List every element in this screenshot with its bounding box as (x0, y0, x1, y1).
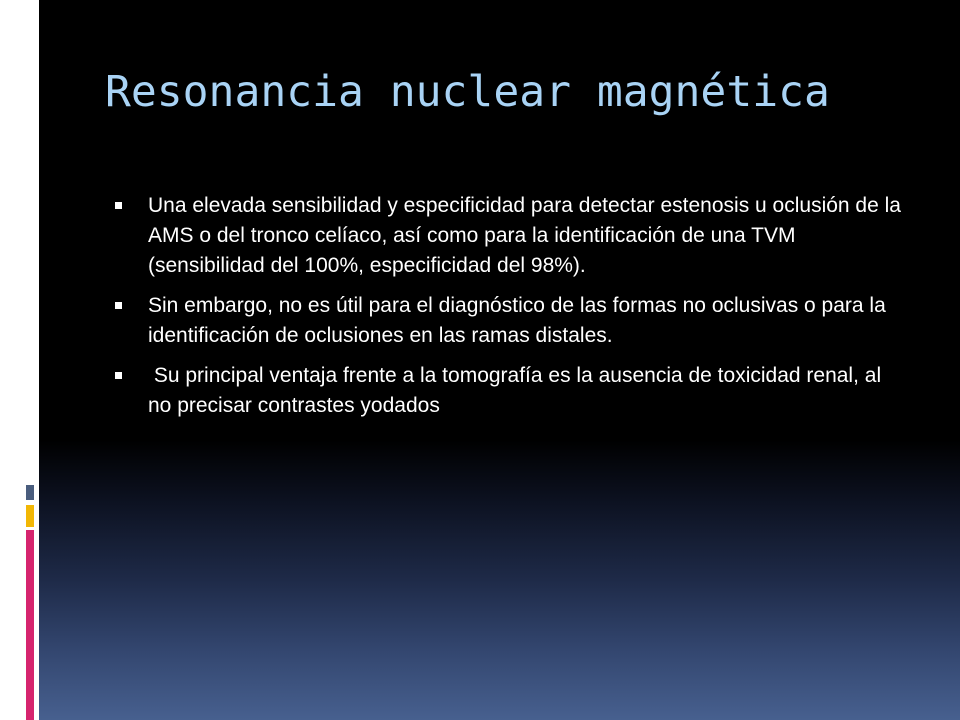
decorative-bar-magenta (26, 530, 34, 720)
bullet-text: Su principal ventaja frente a la tomografía es la ausencia de toxicidad renal, al no precisar contrastes yodados (148, 364, 887, 417)
square-bullet-icon (115, 372, 122, 379)
bullet-text: Una elevada sensibilidad y especificidad para detectar estenosis u oclusión de la AMS o del tronco celíaco, así como para la identificación de una TVM (sensibilidad del 100%, especificidad del 98%). (148, 194, 901, 277)
bullet-item (110, 291, 910, 351)
decorative-side-bars (0, 0, 39, 720)
bullet-list (110, 191, 910, 431)
bullet-text: Sin embargo, no es útil para el diagnóstico de las formas no oclusivas o para la identificación de oclusiones en las ramas distales. (148, 294, 886, 347)
square-bullet-icon (115, 302, 122, 309)
square-bullet-icon (115, 202, 122, 209)
slide-title: Resonancia nuclear magnética (105, 67, 830, 117)
bullet-item (110, 361, 910, 421)
bullet-item (110, 191, 910, 281)
decorative-bar-yellow (26, 505, 34, 527)
decorative-bar-gray (26, 485, 34, 500)
